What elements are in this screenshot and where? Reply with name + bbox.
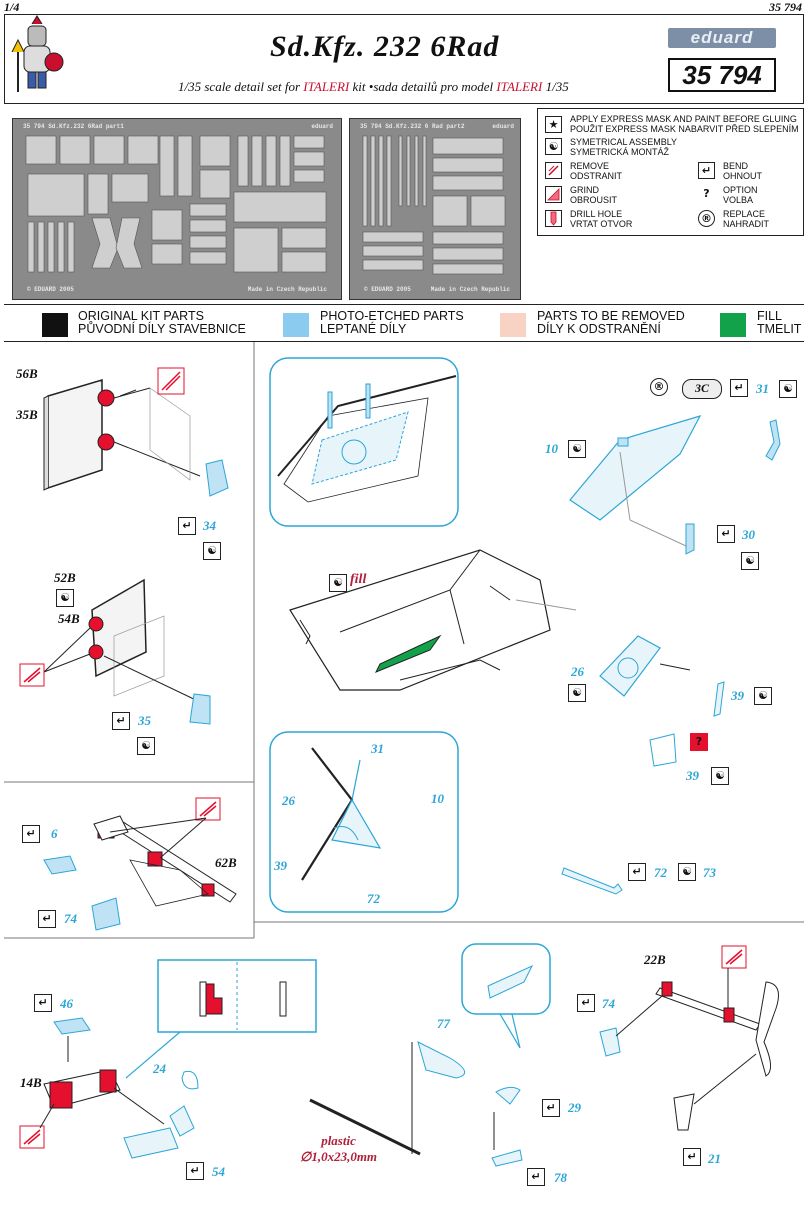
part-21: 21 bbox=[708, 1151, 721, 1166]
part-30: 30 bbox=[742, 527, 755, 542]
subtitle-post: 1/35 bbox=[542, 79, 569, 94]
part-72: 72 bbox=[654, 865, 667, 880]
bend-icon: ↵ bbox=[628, 863, 646, 881]
legend-bend-1: BEND bbox=[723, 161, 749, 171]
detail-39: 39 bbox=[274, 858, 287, 873]
mask-star-icon: ★ bbox=[545, 116, 562, 133]
part-35: 35 bbox=[138, 713, 151, 728]
legend-replace-2: NAHRADIT bbox=[723, 219, 770, 229]
colorbar-fill-2: TMELIT bbox=[757, 322, 802, 336]
set-number-top: 35 794 bbox=[769, 0, 802, 14]
part-78: 78 bbox=[554, 1170, 567, 1185]
legend-replace-1: REPLACE bbox=[723, 209, 766, 219]
fret1-brand: eduard bbox=[311, 123, 333, 130]
bend-icon: ↵ bbox=[22, 825, 40, 843]
subtitle-pre: 1/35 scale detail set for bbox=[178, 79, 304, 94]
fret1-label: 35 794 Sd.Kfz.232 6Rad part1 bbox=[23, 123, 124, 130]
legend-option-1: OPTION bbox=[723, 185, 758, 195]
plastic-dimension: ∅1,0x23,0mm bbox=[300, 1149, 378, 1164]
bend-icon: ↵ bbox=[730, 379, 748, 397]
legend-remove-2: ODSTRANIT bbox=[570, 171, 623, 181]
symmetrical-icon: ☯ bbox=[56, 589, 74, 607]
legend-grind-2: OBROUSIT bbox=[570, 195, 618, 205]
option-icon: ? bbox=[698, 186, 715, 203]
brand-logo: eduard bbox=[668, 28, 776, 48]
symmetrical-icon: ☯ bbox=[137, 737, 155, 755]
bend-icon: ↵ bbox=[178, 517, 196, 535]
part-22B: 22B bbox=[644, 952, 666, 967]
replace-icon: ® bbox=[698, 210, 715, 227]
legend-mask-2: POUŽIT EXPRESS MASK NABARVIT PŘED SLEPENÍM bbox=[570, 124, 799, 134]
part-74: 74 bbox=[64, 911, 77, 926]
colorbar-pe-1: PHOTO-ETCHED PARTS bbox=[320, 309, 464, 323]
legend-drill-2: VRTAT OTVOR bbox=[570, 219, 633, 229]
symmetrical-icon: ☯ bbox=[754, 687, 772, 705]
part-62B: 62B bbox=[215, 855, 237, 870]
plastic-label: plastic bbox=[321, 1133, 356, 1148]
detail-72: 72 bbox=[367, 891, 380, 906]
bend-icon: ↵ bbox=[527, 1168, 545, 1186]
part-52B: 52B bbox=[54, 570, 76, 585]
legend-drill-1: DRILL HOLE bbox=[570, 209, 623, 219]
part-3C-badge: 3C bbox=[682, 379, 722, 399]
part-10: 10 bbox=[545, 441, 558, 456]
detail-26: 26 bbox=[282, 793, 295, 808]
part-26: 26 bbox=[571, 664, 584, 679]
symmetrical-icon: ☯ bbox=[779, 380, 797, 398]
visor-assembly bbox=[560, 400, 800, 600]
legend-mask-1: APPLY EXPRESS MASK AND PAINT BEFORE GLUING bbox=[570, 114, 797, 124]
subtitle-mid: kit •sada detailů pro model bbox=[349, 79, 497, 94]
colorbar-kit-1: ORIGINAL KIT PARTS bbox=[78, 309, 204, 323]
bend-icon: ↵ bbox=[186, 1162, 204, 1180]
symmetrical-icon: ☯ bbox=[203, 542, 221, 560]
detail-bubble-1 bbox=[268, 356, 468, 536]
subtitle-kit: ITALERI bbox=[303, 79, 350, 94]
bend-icon: ↵ bbox=[38, 910, 56, 928]
part-31: 31 bbox=[756, 381, 769, 396]
part-29: 29 bbox=[568, 1100, 581, 1115]
clamp-assembly bbox=[14, 1016, 234, 1176]
legend-remove-1: REMOVE bbox=[570, 161, 610, 171]
detail-10: 10 bbox=[431, 791, 444, 806]
bend-icon: ↵ bbox=[717, 525, 735, 543]
fret1-copyright: © EDUARD 2005 bbox=[27, 286, 74, 293]
plastic-rod-label bbox=[300, 1133, 377, 1165]
bend-icon: ↵ bbox=[698, 162, 715, 179]
fret1-made: Made in Czech Republic bbox=[247, 286, 327, 293]
vision-block-assembly bbox=[590, 630, 770, 780]
colorbar-pe-2: LEPTANÉ DÍLY bbox=[320, 322, 407, 336]
colorbar-fill-1: FILL bbox=[757, 309, 783, 323]
bend-icon: ↵ bbox=[34, 994, 52, 1012]
legend-grind-1: GRIND bbox=[570, 185, 599, 195]
vehicle-hull bbox=[280, 540, 580, 720]
colorbar-rm-2: DÍLY K ODSTRANĚNÍ bbox=[537, 322, 661, 336]
part-54: 54 bbox=[212, 1164, 225, 1179]
bend-icon: ↵ bbox=[577, 994, 595, 1012]
fret2-made: Made in Czech Republic bbox=[430, 286, 510, 293]
part-46: 46 bbox=[60, 996, 73, 1011]
option-icon: ? bbox=[690, 733, 708, 751]
detail-31: 31 bbox=[371, 741, 384, 756]
fill-label: fill bbox=[350, 572, 367, 587]
pickaxe-assembly bbox=[590, 944, 790, 1154]
part-77: 77 bbox=[437, 1016, 450, 1031]
bend-icon: ↵ bbox=[112, 712, 130, 730]
symmetrical-icon: ☯ bbox=[545, 138, 562, 155]
part-39-b: 39 bbox=[686, 768, 699, 783]
page-title: Sd.Kfz. 232 6Rad bbox=[270, 30, 500, 63]
legend-bend-2: OHNOUT bbox=[723, 171, 762, 181]
axle-assembly-1 bbox=[10, 790, 250, 940]
symmetrical-icon: ☯ bbox=[329, 574, 347, 592]
symmetrical-icon: ☯ bbox=[568, 440, 586, 458]
legend-sym-2: SYMETRICKÁ MONTÁŽ bbox=[570, 147, 670, 157]
part-39-a: 39 bbox=[731, 688, 744, 703]
symmetrical-icon: ☯ bbox=[568, 684, 586, 702]
part-74-b: 74 bbox=[602, 996, 615, 1011]
bend-icon: ↵ bbox=[683, 1148, 701, 1166]
symmetrical-icon: ☯ bbox=[711, 767, 729, 785]
page-number: 1/4 bbox=[4, 0, 20, 14]
part-34: 34 bbox=[203, 518, 216, 533]
replace-icon: ® bbox=[650, 378, 668, 396]
part-35B: 35B bbox=[16, 407, 38, 422]
part-73: 73 bbox=[703, 865, 716, 880]
part-14B: 14B bbox=[20, 1075, 42, 1090]
fret2-copyright: © EDUARD 2005 bbox=[364, 286, 411, 293]
symmetrical-icon: ☯ bbox=[678, 863, 696, 881]
colorbar-rm-1: PARTS TO BE REMOVED bbox=[537, 309, 685, 323]
symmetrical-icon: ☯ bbox=[741, 552, 759, 570]
bend-icon: ↵ bbox=[542, 1099, 560, 1117]
set-number: 35 794 bbox=[668, 58, 776, 92]
part-54B: 54B bbox=[58, 611, 80, 626]
part-56B: 56B bbox=[16, 366, 38, 381]
legend-option-2: VOLBA bbox=[723, 195, 754, 205]
legend-sym-1: SYMETRICAL ASSEMBLY bbox=[570, 137, 678, 147]
fret2-brand: eduard bbox=[492, 123, 514, 130]
part-24: 24 bbox=[153, 1061, 166, 1076]
fret2-label: 35 794 Sd.Kfz.232 6 Rad part2 bbox=[360, 123, 465, 130]
part-6: 6 bbox=[51, 826, 58, 841]
colorbar-kit-2: PŮVODNÍ DÍLY STAVEBNICE bbox=[78, 322, 246, 336]
subtitle-kit-2: ITALERI bbox=[496, 79, 543, 94]
